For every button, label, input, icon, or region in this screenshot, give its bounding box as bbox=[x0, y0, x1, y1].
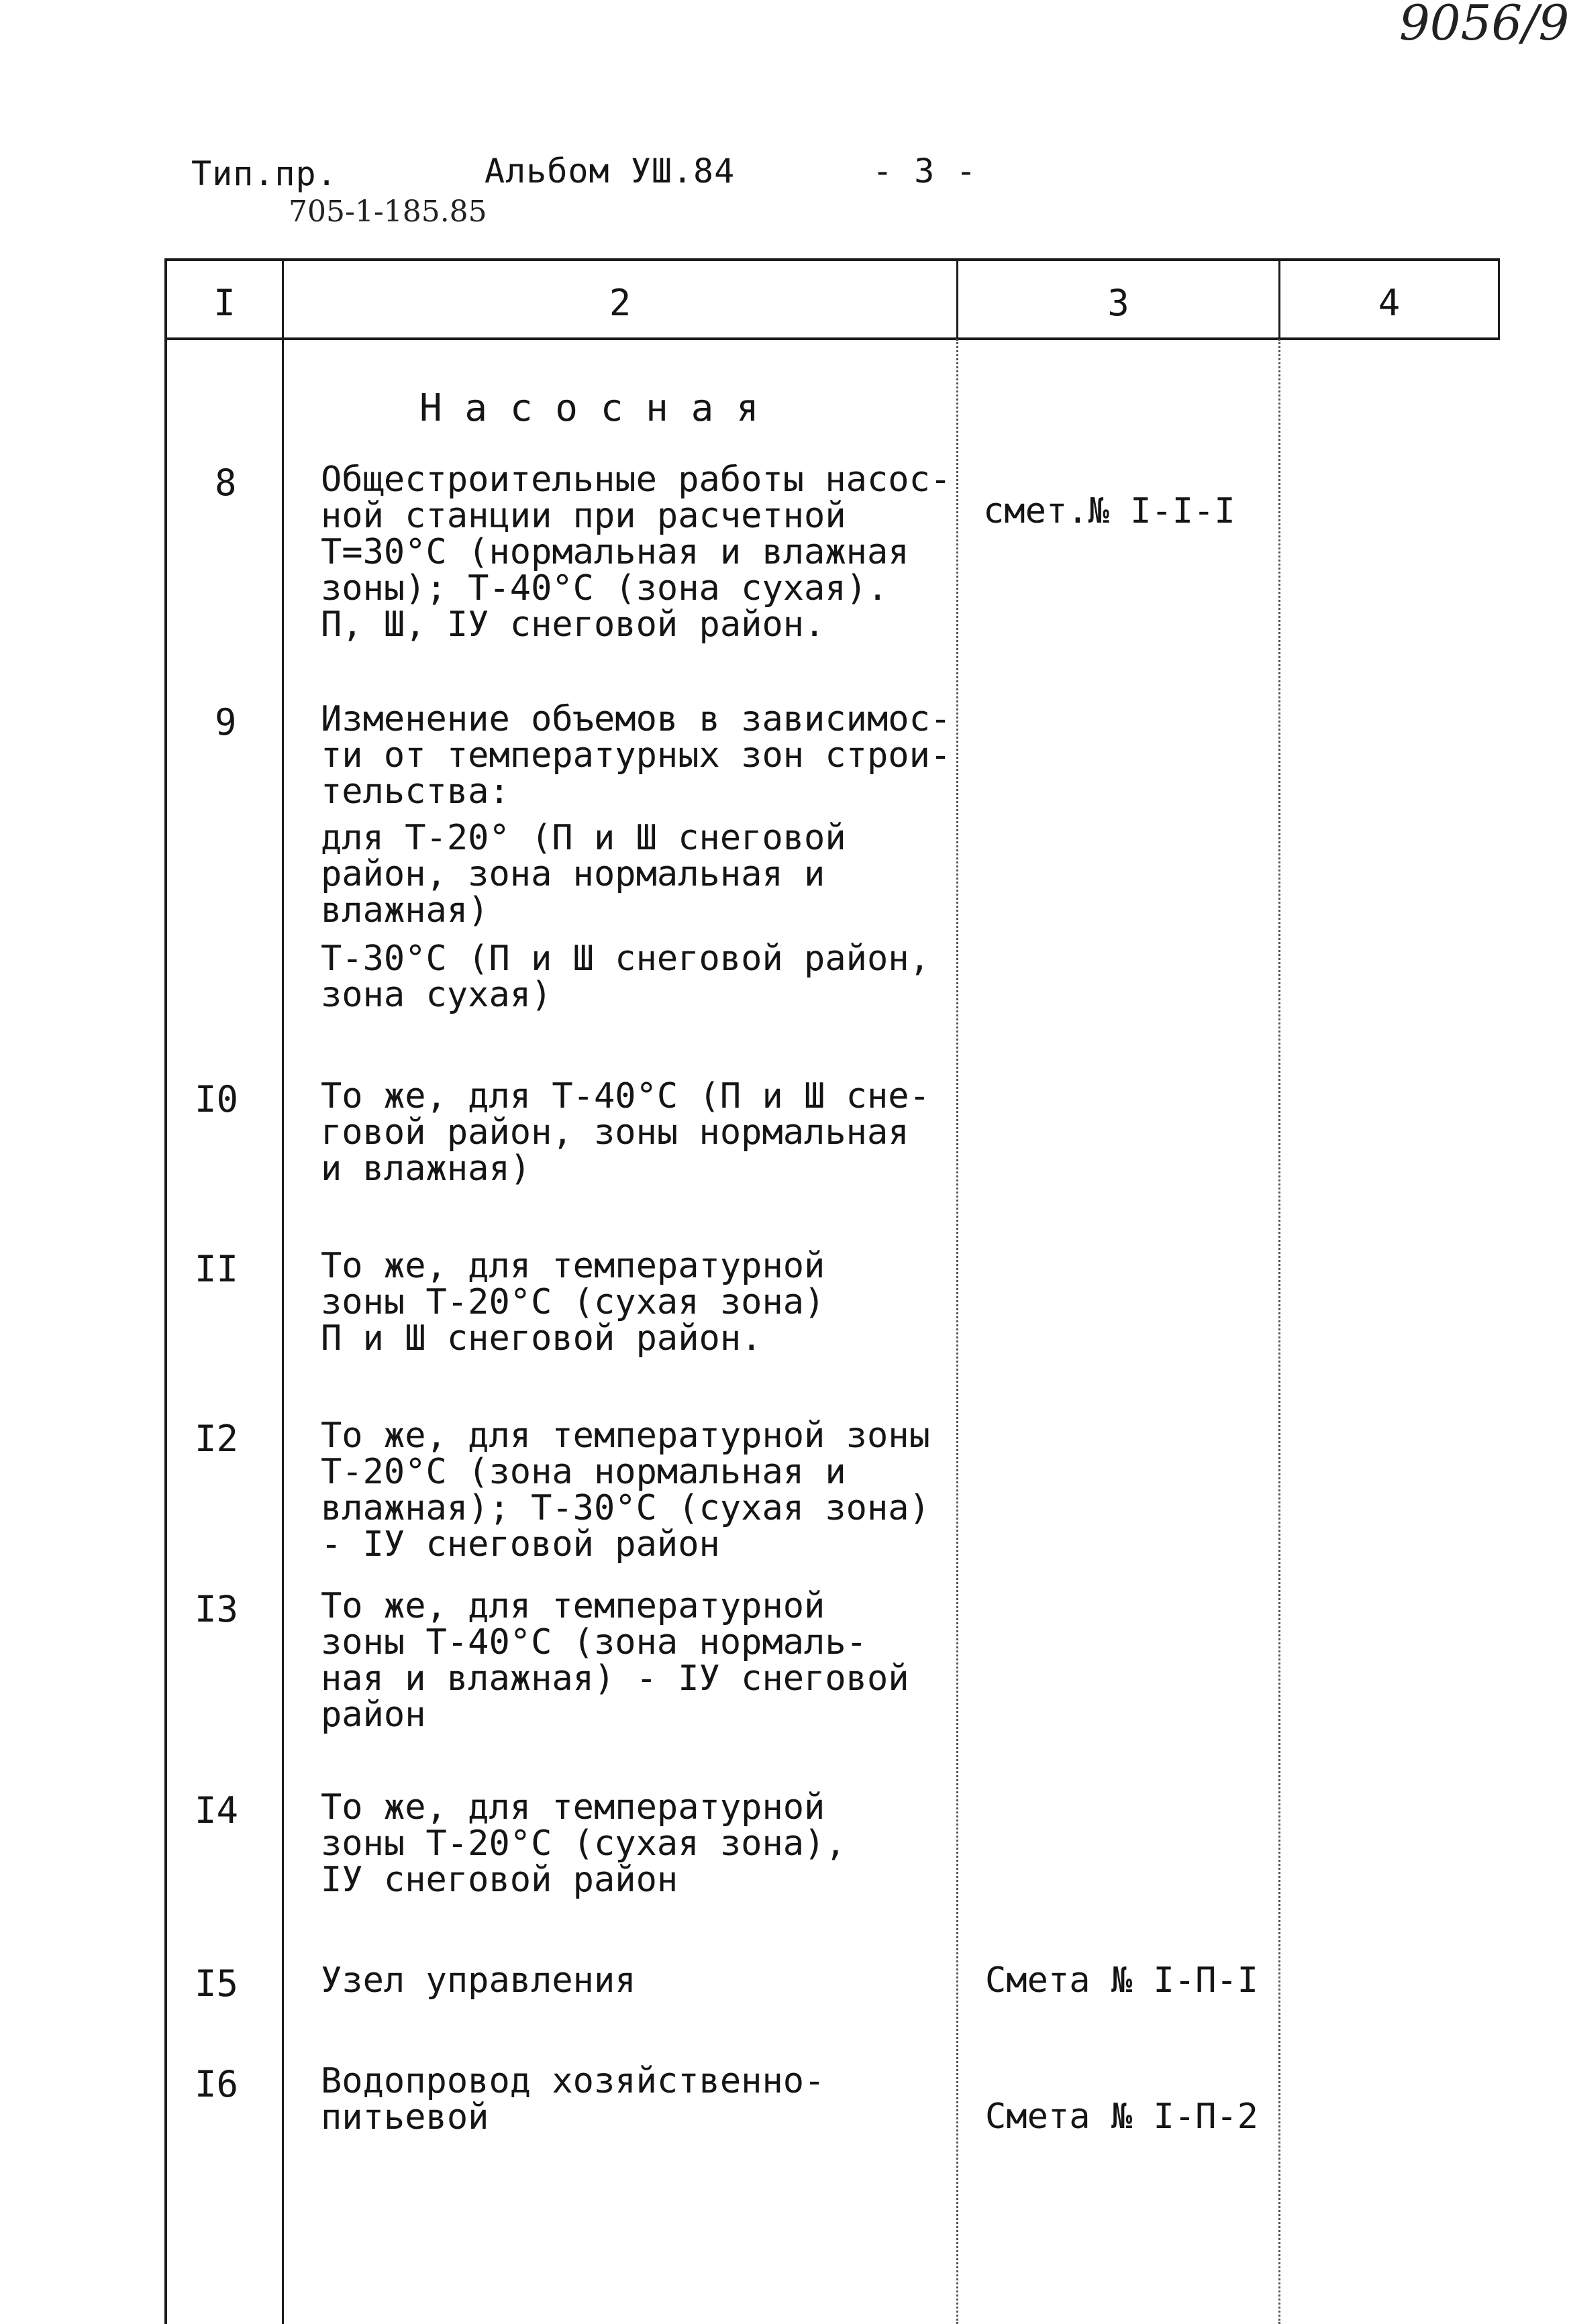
page-number: - 3 - bbox=[872, 152, 977, 191]
series-label: Тип.пр. bbox=[191, 154, 338, 193]
col-border-1 bbox=[282, 258, 284, 2324]
row-number: II bbox=[195, 1248, 239, 1290]
col-border-right bbox=[1498, 258, 1500, 339]
row-number: 8 bbox=[215, 462, 237, 504]
album-label: Альбом УШ.84 bbox=[485, 152, 736, 191]
column-header-4: 4 bbox=[1378, 282, 1401, 324]
row-reference: Смета № I-П-I bbox=[985, 1960, 1258, 2001]
row-description: То же, для Т-40°С (П и Ш сне- говой район, зоны нормальная и влажная) bbox=[321, 1076, 930, 1189]
header-bottom-border bbox=[164, 337, 1500, 340]
row-description: Изменение объемов в зависимос- ти от температурных зон строи- тельства: bbox=[321, 699, 952, 812]
col-border-left bbox=[164, 258, 167, 2324]
column-header-3: 3 bbox=[1107, 282, 1129, 324]
archive-mark: 9056/9 bbox=[1399, 0, 1569, 51]
row-description: Т-30°С (П и Ш снеговой район, зона сухая) bbox=[321, 939, 930, 1015]
row-number: I3 bbox=[195, 1588, 239, 1630]
row-description: То же, для температурной зоны Т-20°С (зона нормальная и влажная); Т-30°С (сухая зона) - IУ снеговой район bbox=[321, 1416, 930, 1565]
row-number: I0 bbox=[195, 1078, 239, 1120]
row-description: для Т-20° (П и Ш снеговой район, зона нормальная и влажная) bbox=[321, 818, 846, 931]
row-description: Общестроительные работы насос- ной станции при расчетной Т=30°С (нормальная и влажная зоны); Т-40°С (зона сухая). П, Ш, IУ снеговой район. bbox=[321, 460, 952, 645]
project-number: 705-1-185.85 bbox=[289, 195, 487, 229]
row-number: I5 bbox=[195, 1962, 239, 2005]
row-description: Водопровод хозяйственно- питьевой bbox=[321, 2061, 825, 2137]
row-reference: Смета № I-П-2 bbox=[985, 2097, 1258, 2137]
row-reference: смет.№ I-I-I bbox=[983, 491, 1235, 531]
col-border-3 bbox=[1278, 339, 1280, 2324]
row-description: Узел управления bbox=[321, 1960, 636, 2001]
row-description: То же, для температурной зоны Т-20°С (сухая зона) П и Ш снеговой район. bbox=[321, 1246, 825, 1359]
column-header-2: 2 bbox=[609, 282, 631, 324]
row-description: То же, для температурной зоны Т-40°С (зона нормаль- ная и влажная) - IУ снеговой район bbox=[321, 1586, 909, 1735]
row-description: То же, для температурной зоны Т-20°С (сухая зона), IУ снеговой район bbox=[321, 1787, 846, 1900]
row-number: I6 bbox=[195, 2063, 239, 2105]
row-number: I2 bbox=[195, 1418, 239, 1460]
row-number: I4 bbox=[195, 1789, 239, 1832]
row-number: 9 bbox=[215, 701, 237, 743]
table-top-border bbox=[164, 258, 1500, 261]
section-title: Н а с о с н а я bbox=[419, 386, 759, 430]
col-border-2 bbox=[956, 339, 958, 2324]
column-header-1: I bbox=[213, 282, 236, 324]
